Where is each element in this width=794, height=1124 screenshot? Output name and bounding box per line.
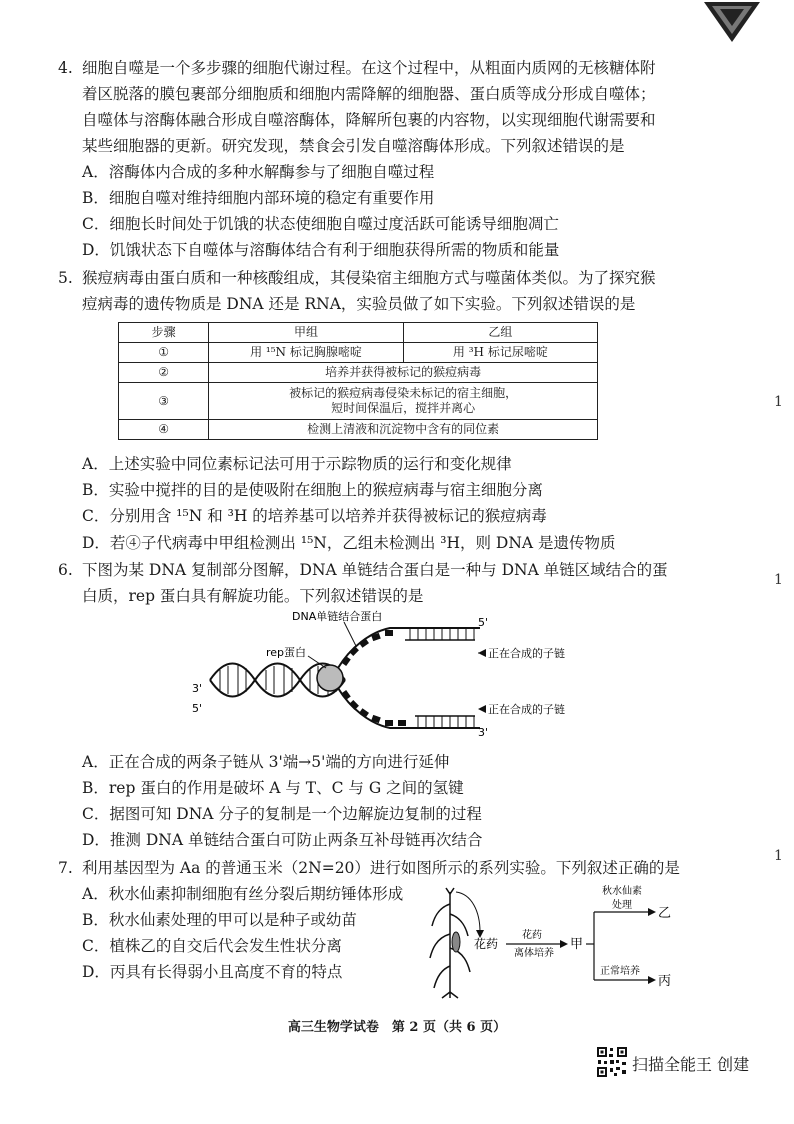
table-cell-step: ① <box>119 343 209 363</box>
branch-bottom-arrow-icon <box>648 976 656 984</box>
margin-mark: 1 <box>774 394 783 410</box>
scanner-watermark: 扫描全能王 创建 <box>632 1055 750 1074</box>
table-row <box>119 420 598 440</box>
table-header-jia: 甲组 <box>209 323 404 343</box>
branch-top-arrow-icon <box>648 908 656 916</box>
table-cell-yi: 用 ³H 标记尿嘧啶 <box>403 343 597 363</box>
q5-option-d: D．若④子代病毒中甲组检测出 ¹⁵N，乙组未检测出 ³H，则 DNA 是遗传物质 <box>82 534 616 552</box>
table-cell-merged: 培养并获得被标记的猴痘病毒 <box>209 363 598 383</box>
q4-option-d: D．饥饿状态下自噬体与溶酶体结合有利于细胞获得所需的物质和能量 <box>82 241 560 259</box>
q5-option-c: C．分别用含 ¹⁵N 和 ³H 的培养基可以培养并获得被标记的猴痘病毒 <box>82 507 547 525</box>
q6-option-c: C．据图可知 DNA 分子的复制是一个边解旋边复制的过程 <box>82 805 482 823</box>
q7-stem: 利用基因型为 Aa 的普通玉米（2N=20）进行如图所示的系列实验。下列叙述正确的是 <box>82 859 680 877</box>
label-huayao: 花药 <box>474 937 499 951</box>
table-cell-step: ③ <box>119 383 209 420</box>
corn-experiment-diagram <box>428 884 680 1000</box>
table-row <box>119 383 598 420</box>
q4-option-c: C．细胞长时间处于饥饿的状态使细胞自噬过度活跃可能诱导细胞凋亡 <box>82 215 559 233</box>
q5-experiment-table <box>118 322 598 440</box>
label-end-left-top: 3' <box>192 682 203 695</box>
table-cell-step: ④ <box>119 420 209 440</box>
label-arrow1-bottom: 离体培养 <box>514 948 554 959</box>
table-header-row <box>119 323 598 343</box>
label-end-left-bottom: 5' <box>192 702 203 715</box>
table-cell-merged: 检测上清液和沉淀物中含有的同位素 <box>209 420 598 440</box>
q6-option-d: D．推测 DNA 单链结合蛋白可防止两条互补母链再次结合 <box>82 831 483 849</box>
emblem-logo-icon <box>700 0 764 44</box>
q6-stem-line-1: 下图为某 DNA 复制部分图解，DNA 单链结合蛋白是一种与 DNA 单链区域结合的蛋 <box>82 561 668 579</box>
label-chain-top: 正在合成的子链 <box>488 647 565 660</box>
q7-option-c: C．植株乙的自交后代会发生性状分离 <box>82 937 342 955</box>
q4-stem-line-3: 自噬体与溶酶体融合形成自噬溶酶体，降解所包裹的内容物，以实现细胞代谢需要和 <box>82 111 656 129</box>
table-header-yi: 乙组 <box>403 323 597 343</box>
table-row <box>119 363 598 383</box>
anther-pointer-arrow <box>456 892 480 932</box>
q5-option-b: B．实验中搅拌的目的是使吸附在细胞上的猴痘病毒与宿主细胞分离 <box>82 481 543 499</box>
q4-number: 4. <box>58 59 73 77</box>
upper-daughter-strand <box>405 628 475 640</box>
ssb-blocks <box>341 630 406 726</box>
table-cell-line-1: 被标记的猴痘病毒侵染未标记的宿主细胞， <box>289 386 518 400</box>
q7-option-b: B．秋水仙素处理的甲可以是种子或幼苗 <box>82 911 357 929</box>
label-end-bottom-right: 3' <box>478 726 489 739</box>
chain2-arrow-icon <box>478 705 486 713</box>
table-row <box>119 343 598 363</box>
label-rep: rep蛋白 <box>266 646 307 659</box>
label-jia: 甲 <box>570 937 584 952</box>
rep-protein-icon <box>317 665 343 691</box>
q4-option-b: B．细胞自噬对维持细胞内部环境的稳定有重要作用 <box>82 189 435 207</box>
lower-daughter-strand <box>415 716 475 728</box>
table-cell-step: ② <box>119 363 209 383</box>
q6-stem-line-2: 白质，rep 蛋白具有解旋功能。下列叙述错误的是 <box>82 587 424 605</box>
table-cell-jia: 用 ¹⁵N 标记胸腺嘧啶 <box>209 343 404 363</box>
q7-option-a: A．秋水仙素抑制细胞有丝分裂后期纺锤体形成 <box>82 885 404 903</box>
corn-ear-icon <box>452 932 460 952</box>
lower-template-strand <box>338 688 480 728</box>
q6-option-b: B．rep 蛋白的作用是破坏 A 与 T、C 与 G 之间的氢键 <box>82 779 464 797</box>
culture-arrow-icon <box>560 940 568 948</box>
q6-option-a: A．正在合成的两条子链从 3'端→5'端的方向进行延伸 <box>82 753 450 771</box>
margin-mark: 1 <box>774 572 783 588</box>
rep-pointer-line <box>308 656 326 668</box>
page-footer: 高三生物学试卷 第 2 页（共 6 页） <box>287 1020 507 1035</box>
table-header-step: 步骤 <box>119 323 209 343</box>
q5-stem-line-1: 猴痘病毒由蛋白质和一种核酸组成，其侵染宿主细胞方式与噬菌体类似。为了探究猴 <box>82 269 656 287</box>
q4-option-a: A．溶酶体内合成的多种水解酶参与了细胞自噬过程 <box>82 163 435 181</box>
q4-stem-line-4: 某些细胞器的更新。研究发现，禁食会引发自噬溶酶体形成。下列叙述错误的是 <box>82 137 625 155</box>
label-ssb: DNA单链结合蛋白 <box>292 610 383 623</box>
margin-mark: 1 <box>774 848 783 864</box>
label-chain-bottom: 正在合成的子链 <box>488 703 565 716</box>
corn-plant-icon <box>430 888 470 998</box>
label-bing: 丙 <box>658 974 672 989</box>
q6-number: 6. <box>58 561 73 579</box>
q5-stem-line-2: 痘病毒的遗传物质是 DNA 还是 RNA，实验员做了如下实验。下列叙述错误的是 <box>82 295 636 313</box>
label-branch-top-1: 秋水仙素 <box>602 886 642 897</box>
q7-option-d: D．丙具有长得弱小且高度不育的特点 <box>82 963 343 981</box>
q5-option-a: A．上述实验中同位素标记法可用于示踪物质的运行和变化规律 <box>82 455 512 473</box>
ssb-pointer-line <box>344 622 356 646</box>
chain1-arrow-icon <box>478 649 486 657</box>
q4-stem-line-1: 细胞自噬是一个多步骤的细胞代谢过程。在这个过程中，从粗面内质网的无核糖体附 <box>82 59 656 77</box>
qr-code-icon <box>596 1046 628 1078</box>
q5-number: 5. <box>58 269 73 287</box>
label-yi: 乙 <box>658 906 672 921</box>
q4-stem-line-2: 着区脱落的膜包裹部分细胞质和细胞内需降解的细胞器、蛋白质等成分形成自噬体； <box>82 85 656 103</box>
label-arrow1-top: 花药 <box>522 930 542 941</box>
label-end-top-right: 5' <box>478 616 489 629</box>
dna-replication-diagram <box>180 608 580 740</box>
label-branch-top-2: 处理 <box>612 900 632 911</box>
q7-number: 7. <box>58 859 73 877</box>
table-cell-merged <box>209 383 598 420</box>
table-cell-line-2: 短时间保温后，搅拌并离心 <box>331 401 476 415</box>
upper-template-strand <box>338 628 480 668</box>
label-branch-bottom: 正常培养 <box>600 966 640 977</box>
